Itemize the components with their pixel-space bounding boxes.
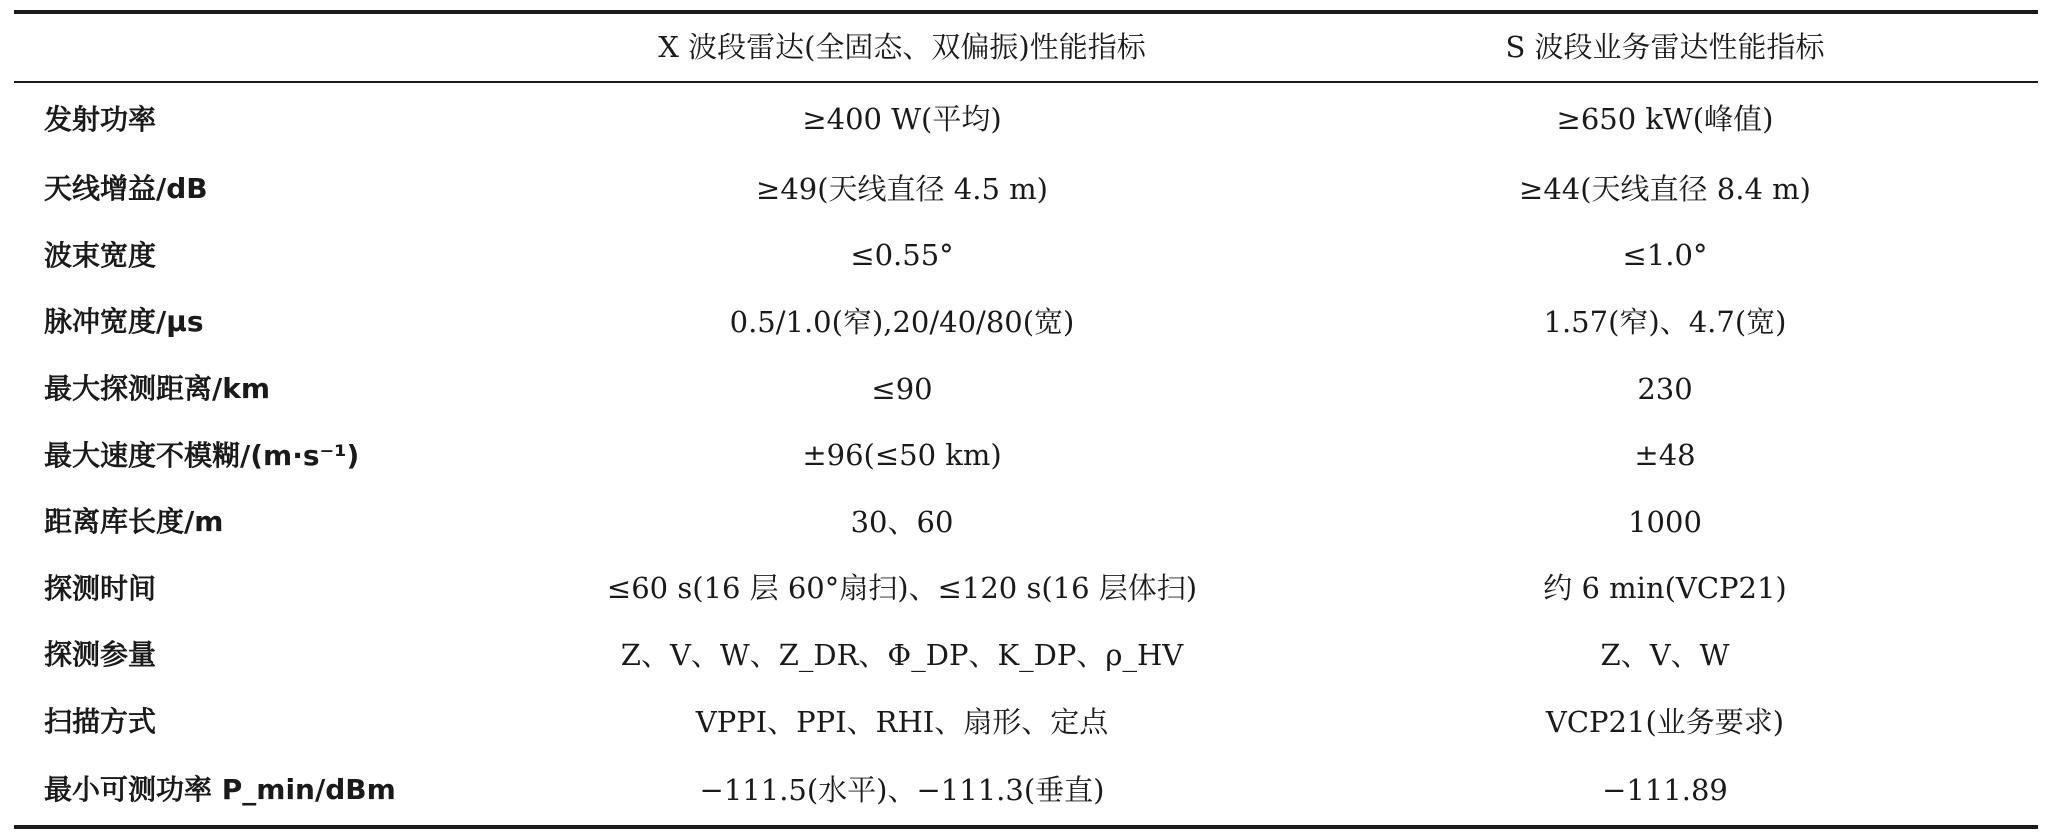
param-cell: 探测时间	[44, 571, 157, 605]
param-cell: 探测参量	[44, 638, 157, 672]
table-header	[14, 12, 2038, 82]
s-band-cell: ≥44(天线直径 8.4 m)	[1519, 171, 1811, 206]
s-band-cell: 1000	[1628, 504, 1702, 539]
x-band-cell: ±96(≤50 km)	[802, 438, 1002, 473]
x-band-cell: VPPI、PPI、RHI、扇形、定点	[695, 704, 1109, 739]
x-band-cell: Z、V、W、Z_DR、Φ_DP、K_DP、ρ_HV	[620, 637, 1184, 672]
s-band-cell: ±48	[1634, 438, 1696, 473]
param-cell: 最小可测功率 P_min/dBm	[44, 773, 396, 807]
x-band-cell: 30、60	[850, 504, 954, 539]
x-band-cell: ≤90	[871, 371, 933, 406]
table-row	[14, 556, 2038, 623]
table-row	[14, 622, 2038, 689]
table-row	[14, 289, 2038, 356]
x-band-cell: ≥49(天线直径 4.5 m)	[756, 171, 1048, 206]
table-row	[14, 356, 2038, 423]
param-cell: 发射功率	[44, 102, 157, 136]
header-s-band: S 波段业务雷达性能指标	[1505, 30, 1825, 64]
s-band-cell: VCP21(业务要求)	[1545, 704, 1785, 739]
param-cell: 最大探测距离/km	[44, 372, 271, 406]
x-band-cell: ≤60 s(16 层 60°扇扫)、≤120 s(16 层体扫)	[606, 571, 1198, 606]
param-cell: 扫描方式	[44, 705, 157, 739]
table-row	[14, 82, 2038, 156]
s-band-cell: ≤1.0°	[1622, 238, 1708, 273]
table-row	[14, 689, 2038, 756]
param-cell: 波束宽度	[44, 238, 157, 272]
x-band-cell: ≥400 W(平均)	[802, 102, 1002, 136]
param-cell: 天线增益/dB	[44, 172, 208, 206]
s-band-cell: ≥650 kW(峰值)	[1556, 102, 1774, 136]
param-cell: 脉冲宽度/μs	[44, 305, 204, 339]
table-row	[14, 755, 2038, 827]
table-row	[14, 489, 2038, 556]
s-band-cell: Z、V、W	[1600, 637, 1730, 672]
header-param	[14, 12, 512, 82]
param-cell: 最大速度不模糊/(m·s⁻¹)	[44, 438, 360, 472]
s-band-cell: 1.57(窄)、4.7(宽)	[1543, 304, 1787, 339]
x-band-cell: ≤0.55°	[850, 238, 954, 273]
radar-spec-table	[14, 10, 2038, 829]
table-row	[14, 156, 2038, 223]
header-x-band: X 波段雷达(全固态、双偏振)性能指标	[658, 30, 1146, 64]
param-cell: 距离库长度/m	[44, 505, 224, 539]
header-row	[14, 12, 2038, 82]
s-band-cell: −111.89	[1602, 772, 1728, 807]
table-body	[14, 82, 2038, 827]
table-row	[14, 223, 2038, 290]
x-band-cell: −111.5(水平)、−111.3(垂直)	[699, 772, 1105, 807]
table-row	[14, 422, 2038, 489]
s-band-cell: 230	[1637, 371, 1693, 406]
x-band-cell: 0.5/1.0(窄),20/40/80(宽)	[729, 304, 1075, 339]
s-band-cell: 约 6 min(VCP21)	[1543, 571, 1787, 606]
